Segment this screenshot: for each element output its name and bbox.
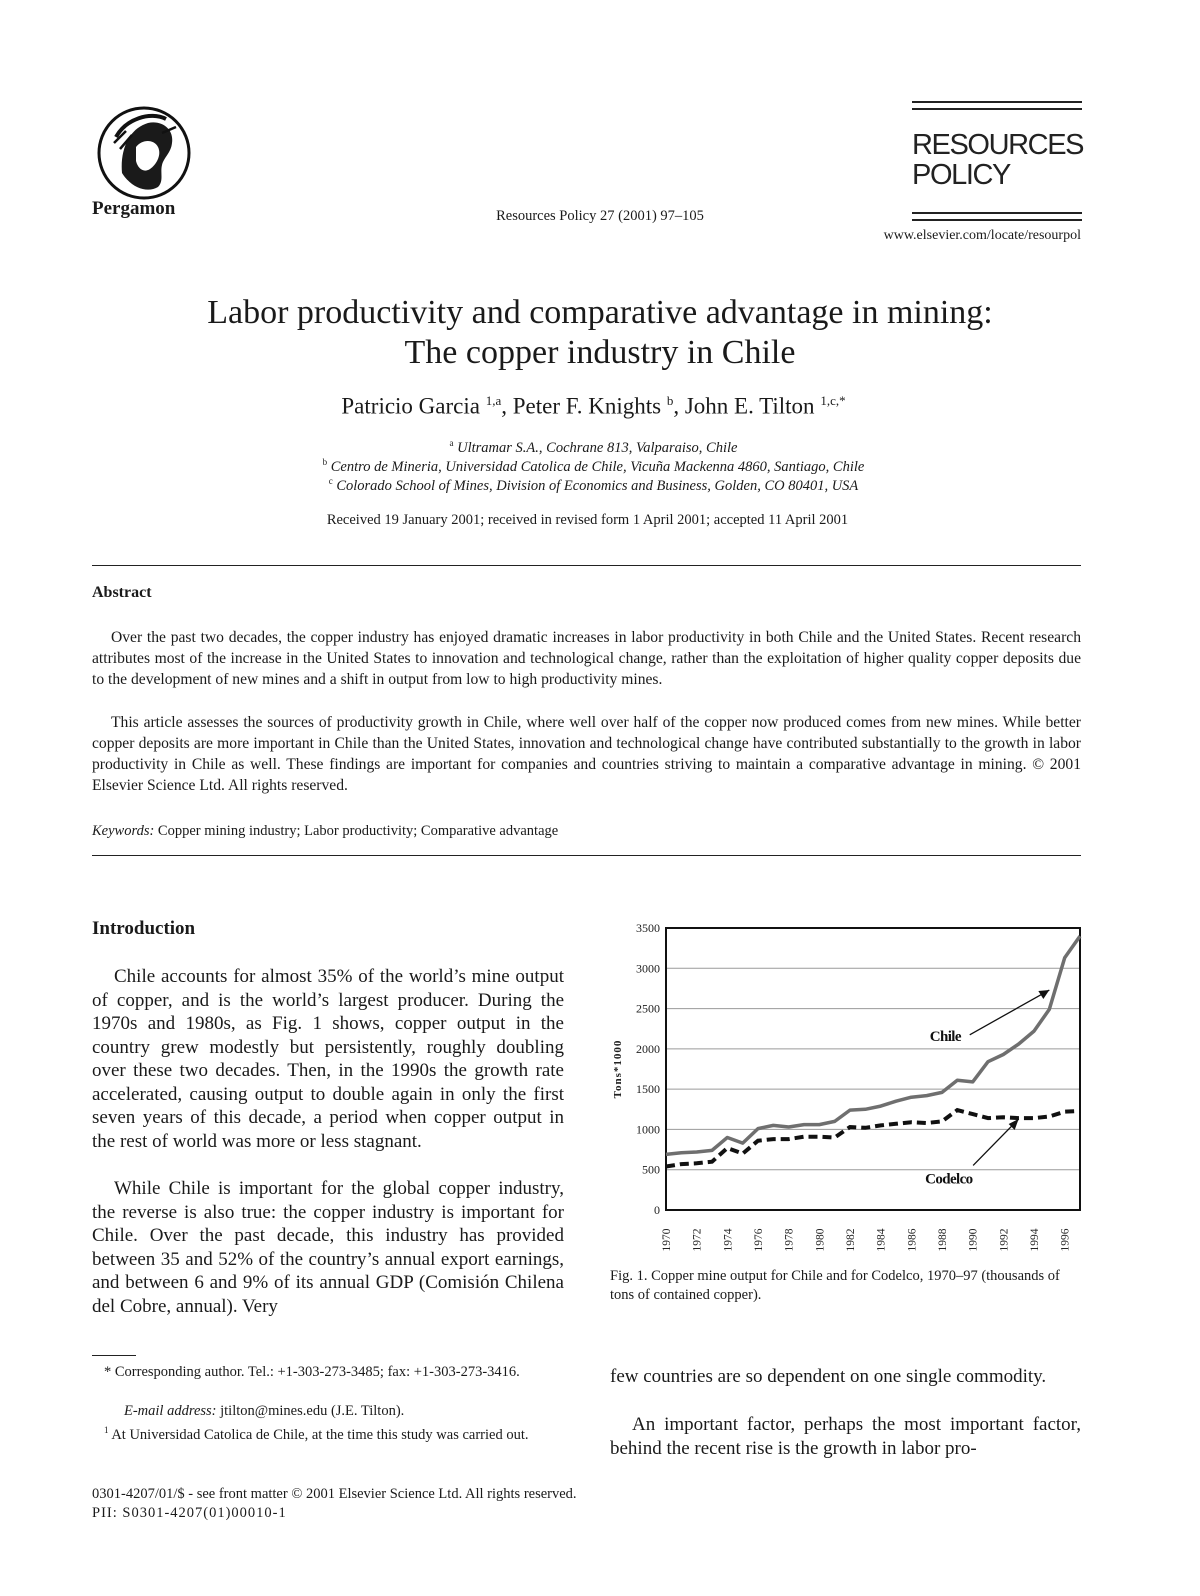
plot-frame <box>666 928 1080 1210</box>
affiliation <box>0 476 1187 495</box>
body-paragraph: few countries are so dependent on one single commodity. <box>610 1366 1047 1387</box>
keywords <box>92 823 558 840</box>
abstract-paragraph: This article assesses the sources of productivity growth in Chile, where well over half of the copper now produced comes from new mines. While better copper deposits are more important in Chile than the United States, innovation and technological change have contributed substantially to the growth in labor productivity in Chile as well. These findings are important for companies and countries striving to maintain a comparative advantage in mining. © 2001 Elsevier Science Ltd. All rights reserved. <box>92 714 1081 794</box>
y-tick-label: 3000 <box>636 961 660 976</box>
affiliation <box>0 438 1187 457</box>
keywords-text: Copper mining industry; Labor productivity; Comparative advantage <box>154 823 559 839</box>
x-tick-label: 1992 <box>998 1228 1011 1252</box>
pii-line: PII: S0301-4207(01)00010-1 <box>92 1505 287 1521</box>
author-name: John E. Tilton <box>684 393 815 419</box>
author-separator: , <box>501 393 513 419</box>
author-affiliation-mark: 1,c,* <box>820 393 846 408</box>
title-line2: The copper industry in Chile <box>404 334 796 371</box>
y-tick-label: 0 <box>654 1203 660 1217</box>
series-label-chile: Chile <box>929 1028 961 1045</box>
affiliation-text: Ultramar S.A., Cochrane 813, Valparaiso, Chile <box>457 439 738 456</box>
affiliation-text: Centro de Mineria, Universidad Catolica de Chile, Vicuña Mackenna 4860, Santiago, Chile <box>330 458 865 475</box>
journal-name-line2: POLICY <box>912 159 1010 191</box>
series-label-codelco: Codelco <box>925 1171 973 1188</box>
x-tick-label: 1996 <box>1059 1228 1072 1252</box>
journal-rule-top <box>912 101 1082 110</box>
footnote-rule <box>92 1355 136 1356</box>
email-label: E-mail address: <box>124 1403 217 1419</box>
body-paragraph: Chile accounts for almost 35% of the world’s mine output of copper, and is the world’s largest producer. During the 1970s and 1980s, as Fig. 1 shows, copper output in the country grew modestly but persistently, roughly doubling over these two decades. Then, in the 1990s the growth rate accelerated, causing output to double again in only the first seven years of this decade, a period when copper output in the rest of world was more or less stagnant. <box>92 966 564 1152</box>
pergamon-logo <box>92 103 196 201</box>
affiliation-mark: c <box>328 476 333 486</box>
x-tick-label: 1970 <box>661 1228 673 1252</box>
divider <box>92 565 1081 566</box>
footnote-mark: 1 <box>104 1425 109 1435</box>
received-dates: Received 19 January 2001; received in revised form 1 April 2001; accepted 11 April 2001 <box>326 512 849 528</box>
abstract-paragraph: Over the past two decades, the copper industry has enjoyed dramatic increases in labor productivity in both Chile and the United States. Recent research attributes most of the increase in the United States to innovation and technological change, rather than the exploitation of higher quality copper deposits due to the development of new mines and a shift in output from low to high productivity mines. <box>92 629 1081 688</box>
x-tick-label: 1978 <box>783 1228 796 1252</box>
x-tick-label: 1980 <box>814 1228 827 1252</box>
keywords-label: Keywords: <box>92 823 155 839</box>
y-tick-label: 1000 <box>636 1122 660 1137</box>
x-tick-label: 1988 <box>937 1228 949 1252</box>
x-tick-label: 1994 <box>1029 1228 1041 1252</box>
y-tick-label: 3500 <box>636 921 660 935</box>
x-tick-label: 1984 <box>875 1228 888 1252</box>
series-line-chile <box>666 936 1080 1154</box>
abstract-heading: Abstract <box>92 584 152 601</box>
x-tick-label: 1990 <box>967 1228 980 1252</box>
y-tick-label: 2000 <box>636 1041 660 1056</box>
copyright-note <box>92 1485 577 1523</box>
x-tick-label: 1976 <box>753 1228 765 1252</box>
body-paragraph: While Chile is important for the global copper industry, the reverse is also true: the copper industry is important for Chile. Over the past decade, this industry has provided between 35 and 52% of the country’s annual export earnings, and between 6 and 9% of its annual GDP (Comisión Chilena del Cobre, annual). Very <box>92 1178 564 1317</box>
affiliation <box>0 457 1187 476</box>
annotation-arrowhead-chile <box>1038 990 1049 999</box>
footnote-corresponding: * Corresponding author. Tel.: +1-303-273-3485; fax: +1-303-273-3416. <box>104 1364 520 1380</box>
x-tick-label: 1972 <box>691 1228 704 1252</box>
author-name: Peter F. Knights <box>512 393 662 419</box>
author-list <box>0 393 1187 420</box>
publisher-name: Pergamon <box>92 198 176 219</box>
footnote-text: At Universidad Catolica de Chile, at the time this study was carried out. <box>108 1426 529 1443</box>
journal-name-line1: RESOURCES <box>912 129 1084 161</box>
affiliation-mark: a <box>449 438 454 448</box>
copper-output-chart <box>606 914 1086 1259</box>
figure-caption: Fig. 1. Copper mine output for Chile and for Codelco, 1970–97 (thousands of tons of contained copper). <box>610 1268 1060 1303</box>
y-tick-label: 1500 <box>636 1082 660 1097</box>
y-axis-label: Tons*1000 <box>612 1039 624 1099</box>
author-separator: , <box>673 393 685 419</box>
x-tick-label: 1982 <box>845 1228 857 1252</box>
divider <box>92 855 1081 856</box>
email-address[interactable]: jtilton@mines.edu (J.E. Tilton). <box>216 1403 405 1419</box>
copyright-line: 0301-4207/01/$ - see front matter © 2001 Elsevier Science Ltd. All rights reserved. <box>92 1486 577 1502</box>
footnote-1 <box>92 1421 564 1445</box>
affiliation-text: Colorado School of Mines, Division of Economics and Business, Golden, CO 80401, USA <box>336 477 859 494</box>
section-heading: Introduction <box>92 918 196 939</box>
journal-url[interactable]: www.elsevier.com/locate/resourpol <box>883 228 1081 243</box>
x-tick-label: 1986 <box>906 1228 919 1252</box>
journal-rule-bottom <box>912 212 1082 221</box>
author-name: Patricio Garcia <box>341 393 480 419</box>
y-tick-label: 500 <box>642 1162 660 1177</box>
article-title <box>100 293 1100 373</box>
x-tick-label: 1974 <box>722 1228 735 1252</box>
journal-logo-text <box>912 130 1082 190</box>
title-line1: Labor productivity and comparative advantage in mining: <box>207 294 993 331</box>
author-affiliation-mark: 1,a <box>485 393 502 408</box>
affiliation-mark: b <box>322 457 328 467</box>
body-paragraph: An important factor, perhaps the most important factor, behind the recent rise is the growth in labor pro- <box>610 1414 1081 1459</box>
y-tick-label: 2500 <box>636 1001 660 1016</box>
footnote-email <box>92 1402 564 1421</box>
author-affiliation-mark: b <box>666 393 674 408</box>
journal-citation: Resources Policy 27 (2001) 97–105 <box>496 208 704 224</box>
